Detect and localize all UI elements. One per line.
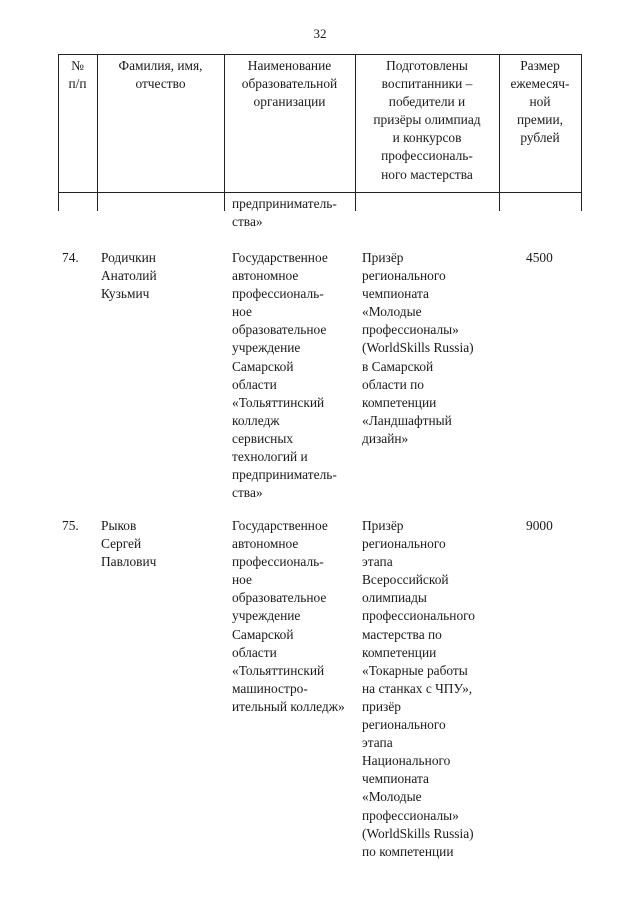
- header-name: Фамилия, имя, отчество: [118, 58, 203, 92]
- row-achievement: Призёр регионального этапа Всероссийской олимпиады профессионального мастерства по компетенции «Токарные работы на станках с ЧПУ», призёр регионального этапа Национального чемпионата «Молодые профессионалы» (WorldSkills Russia) по компетенции: [362, 518, 475, 859]
- row-org: Государственное автономное профессиональ- ное образовательное учреждение Самарской области «Тольяттинский колледж сервисных технологий и предприниматель- ства»: [232, 250, 337, 501]
- row-num: 75.: [62, 518, 79, 533]
- row-name: Рыков Сергей Павлович: [101, 518, 157, 570]
- org-continuation: предприниматель- ства»: [232, 196, 337, 230]
- row-bonus: 4500: [526, 250, 553, 265]
- header-bottom-border: [58, 192, 582, 193]
- page-number: 32: [313, 26, 327, 41]
- row-num: 74.: [62, 250, 79, 265]
- header-achievement: Подготовлены воспитанники – победители и призёры олимпиад и конкурсов профессиональ- ного мастерства: [373, 58, 481, 182]
- row-achievement: Призёр регионального чемпионата «Молодые профессионалы» (WorldSkills Russia) в Самарской области по компетенции «Ландшафтный дизайн»: [362, 250, 474, 446]
- row-bonus: 9000: [526, 518, 553, 533]
- header-num: № п/п: [68, 58, 87, 92]
- column-divider: [581, 54, 582, 211]
- row-name: Родичкин Анатолий Кузьмич: [101, 250, 157, 302]
- table-top-border: [58, 54, 582, 55]
- header-org: Наименование образовательной организации: [241, 58, 338, 110]
- row-org: Государственное автономное профессиональ- ное образовательное учреждение Самарской области «Тольяттинский машиностро- ительный колледж»: [232, 518, 345, 714]
- header-bonus: Размер ежемесяч- ной премии, рублей: [510, 58, 570, 146]
